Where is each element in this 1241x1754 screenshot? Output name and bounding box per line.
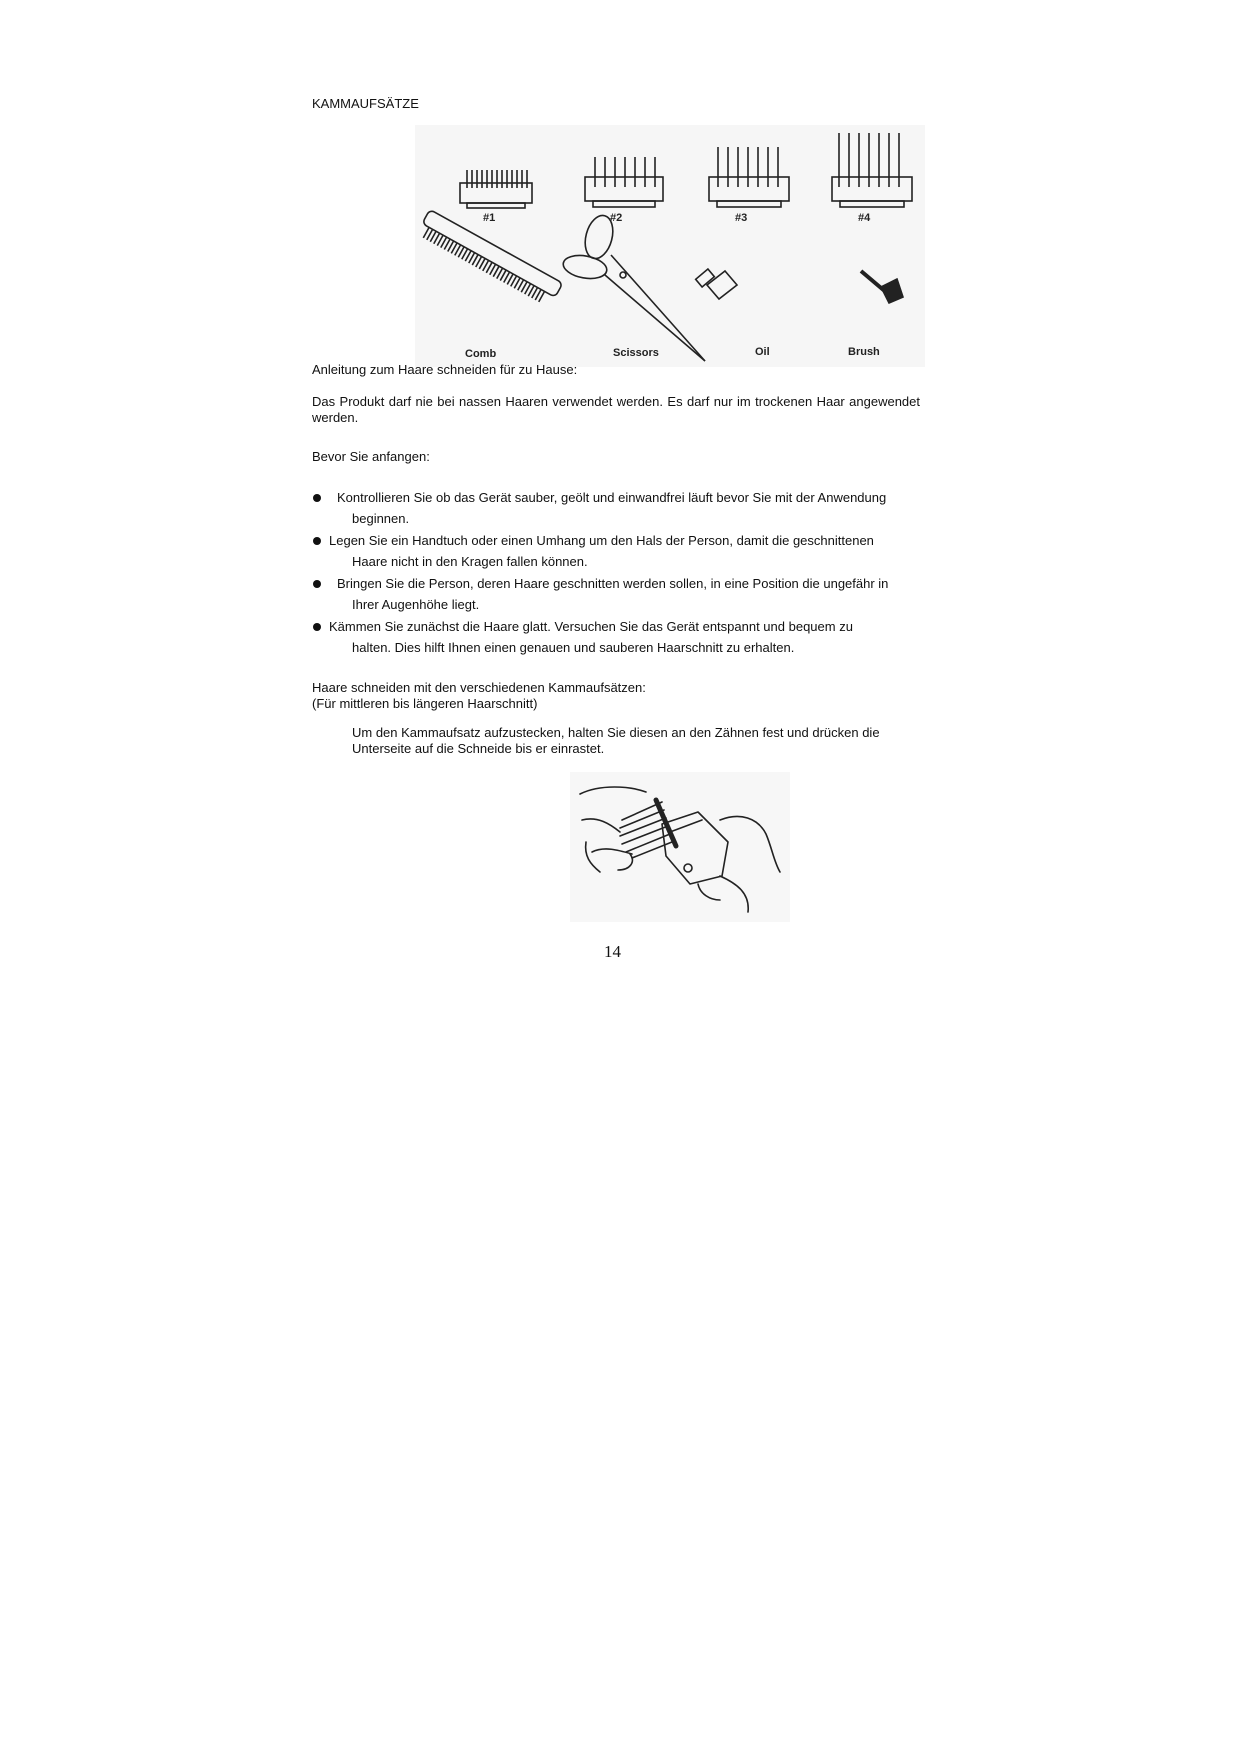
scissors-icon [561,212,705,361]
bullet-icon [313,623,321,631]
label-scissors: Scissors [613,347,659,359]
accessories-svg [415,125,925,367]
section2-heading: Haare schneiden mit den verschiedenen Kammaufsätzen: [312,680,646,695]
label-attachment-1: #1 [483,212,496,224]
list-item-line1: Kämmen Sie zunächst die Haare glatt. Versuchen Sie das Gerät entspannt und bequem zu [329,619,853,634]
bullet-icon [313,494,321,502]
list-item-line2: Haare nicht in den Kragen fallen können. [352,554,588,569]
label-attachment-2: #2 [610,212,623,224]
comb-attachment-3-icon [709,147,789,207]
label-comb: Comb [465,348,497,360]
comb-attachment-4-icon [832,133,912,207]
brush-icon [861,271,903,303]
label-attachment-4: #4 [858,212,871,224]
attach-instructions: Um den Kammaufsatz aufzustecken, halten Sie diesen an den Zähnen fest und drücken die Unterseite auf die Schneide bis er einrastet. [352,725,880,756]
label-brush: Brush [848,346,880,358]
list-item-line2: halten. Dies hilft Ihnen einen genauen und sauberen Haarschnitt zu erhalten. [352,640,795,655]
list-item-line1: Legen Sie ein Handtuch oder einen Umhang um den Hals der Person, damit die geschnittenen [329,533,874,548]
intro-title: Anleitung zum Haare schneiden für zu Hause: [312,362,578,377]
accessories-illustration [415,125,925,367]
list-item-line1: Bringen Sie die Person, deren Haare geschnitten werden sollen, in eine Position die ungefähr in [337,576,889,591]
comb-icon [416,210,563,308]
page-number: 14 [604,942,621,961]
section-heading: KAMMAUFSÄTZE [312,96,419,111]
list-item-line2: Ihrer Augenhöhe liegt. [352,597,480,612]
oil-bottle-icon [696,269,737,299]
comb-attachment-1-icon [460,170,532,208]
list-item-line2: beginnen. [352,511,410,526]
bullet-icon [313,537,321,545]
comb-attachment-2-icon [585,157,663,207]
section2-subheading: (Für mittleren bis längeren Haarschnitt) [312,696,538,711]
label-attachment-3: #3 [735,212,748,224]
label-oil: Oil [755,346,770,358]
hands-attaching-comb-icon [570,772,790,922]
attachment-illustration [570,772,790,922]
list-item-line1: Kontrollieren Sie ob das Gerät sauber, geölt und einwandfrei läuft bevor Sie mit der Anwendung [337,490,887,505]
before-heading: Bevor Sie anfangen: [312,449,430,464]
bullet-icon [313,580,321,588]
warning-paragraph: Das Produkt darf nie bei nassen Haaren verwendet werden. Es darf nur im trockenen Haar angewendet werden. [312,394,920,425]
